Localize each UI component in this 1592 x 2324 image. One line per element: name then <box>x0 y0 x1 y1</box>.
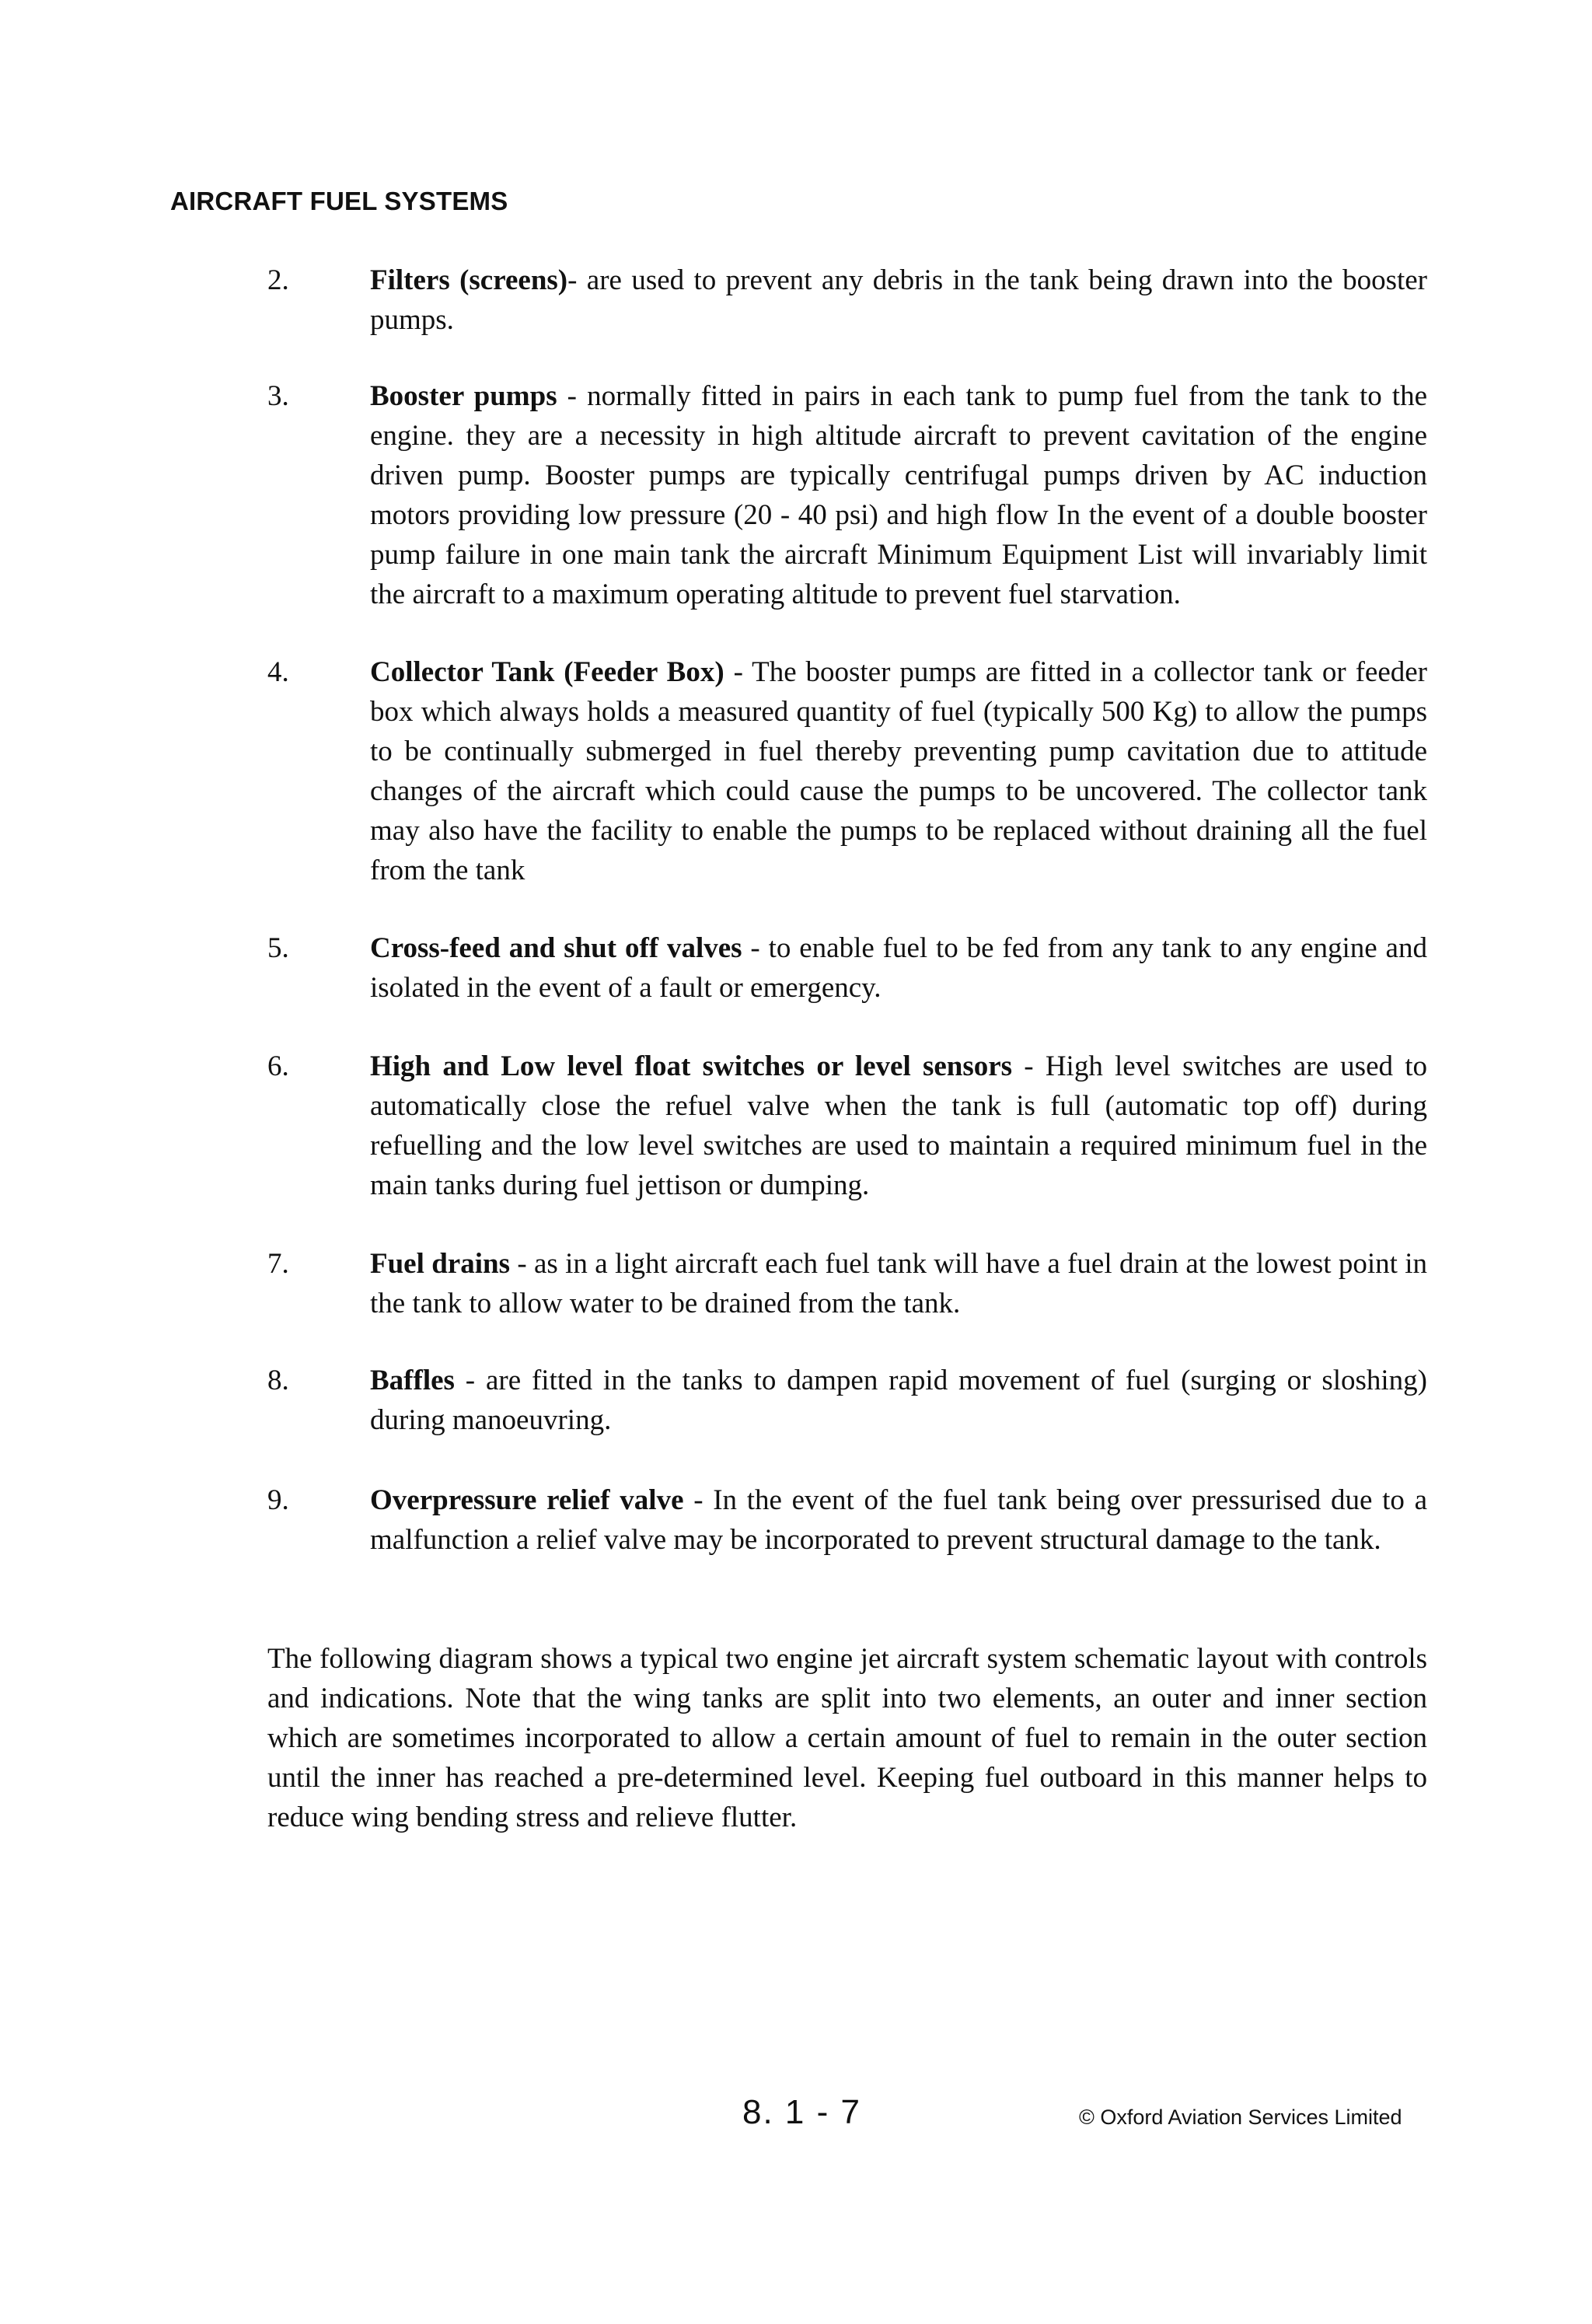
item-title: Collector Tank (Feeder Box) <box>370 656 724 688</box>
page-number: 8. 1 - 7 <box>742 2093 861 2131</box>
item-body <box>370 260 1427 340</box>
section-header: AIRCRAFT FUEL SYSTEMS <box>170 187 508 215</box>
item-description: - In the event of the fuel tank being over pressurised due to a malfunction a relief valve may be incorporated to prevent structural damage to the tank. <box>370 1484 1427 1556</box>
item-body <box>370 376 1427 614</box>
item-description: - High level switches are used to automatically close the refuel valve when the tank is full (automatic top off) during refuelling and the low level switches are used to maintain a required minimum fuel in the main tanks during fuel jettison or dumping. <box>370 1050 1427 1201</box>
item-body <box>370 652 1427 890</box>
item-title: Filters (screens) <box>370 264 568 296</box>
item-description: - The booster pumps are fitted in a collector tank or feeder box which always holds a measured quantity of fuel (typically 500 Kg) to allow the pumps to be continually submerged in fuel thereby preventing pump cavitation due to attitude changes of the aircraft which could cause the pumps to be uncovered. The collector tank may also have the facility to enable the pumps to be replaced without draining all the fuel from the tank <box>370 656 1427 886</box>
item-number: 2. <box>267 264 289 296</box>
item-title: Booster pumps <box>370 380 557 412</box>
item-number: 7. <box>267 1248 289 1280</box>
item-number: 4. <box>267 656 289 688</box>
item-number: 8. <box>267 1365 289 1396</box>
item-body <box>370 1047 1427 1205</box>
item-title: Fuel drains <box>370 1248 510 1280</box>
copyright-notice: © Oxford Aviation Services Limited <box>1079 2106 1402 2129</box>
item-title: Overpressure relief valve <box>370 1484 684 1516</box>
item-number: 6. <box>267 1050 289 1082</box>
item-description: - are fitted in the tanks to dampen rapid movement of fuel (surging or sloshing) during manoeuvring. <box>370 1365 1427 1436</box>
item-description: - to enable fuel to be fed from any tank to any engine and isolated in the event of a fault or emergency. <box>370 932 1427 1004</box>
item-description: - normally fitted in pairs in each tank to pump fuel from the tank to the engine. they are a necessity in high altitude aircraft to prevent cavitation of the engine driven pump. Booster pumps are typically centrifugal pumps driven by AC induction motors providing low pressure (20 - 40 psi) and high flow In the event of a double booster pump failure in one main tank the aircraft Minimum Equipment List will invariably limit the aircraft to a maximum operating altitude to prevent fuel starvation. <box>370 380 1427 610</box>
item-number: 5. <box>267 932 289 964</box>
item-number: 9. <box>267 1484 289 1516</box>
item-body <box>370 1244 1427 1323</box>
item-description: - are used to prevent any debris in the tank being drawn into the booster pumps. <box>370 264 1427 336</box>
item-description: - as in a light aircraft each fuel tank will have a fuel drain at the lowest point in the tank to allow water to be drained from the tank. <box>370 1248 1428 1319</box>
item-title: Baffles <box>370 1365 455 1396</box>
item-body <box>370 1480 1427 1560</box>
item-title: High and Low level float switches or level sensors <box>370 1050 1013 1082</box>
item-title: Cross-feed and shut off valves <box>370 932 742 964</box>
closing-paragraph: The following diagram shows a typical two engine jet aircraft system schematic layout with controls and indications. Note that the wing tanks are split into two elements, an outer and inner section which are sometimes incorporated to allow a certain amount of fuel to remain in the outer section until the inner has reached a pre-determined level. Keeping fuel outboard in this manner helps to reduce wing bending stress and relieve flutter. <box>267 1643 1427 1833</box>
item-number: 3. <box>267 380 289 412</box>
item-body <box>370 1361 1427 1440</box>
item-body <box>370 928 1427 1008</box>
